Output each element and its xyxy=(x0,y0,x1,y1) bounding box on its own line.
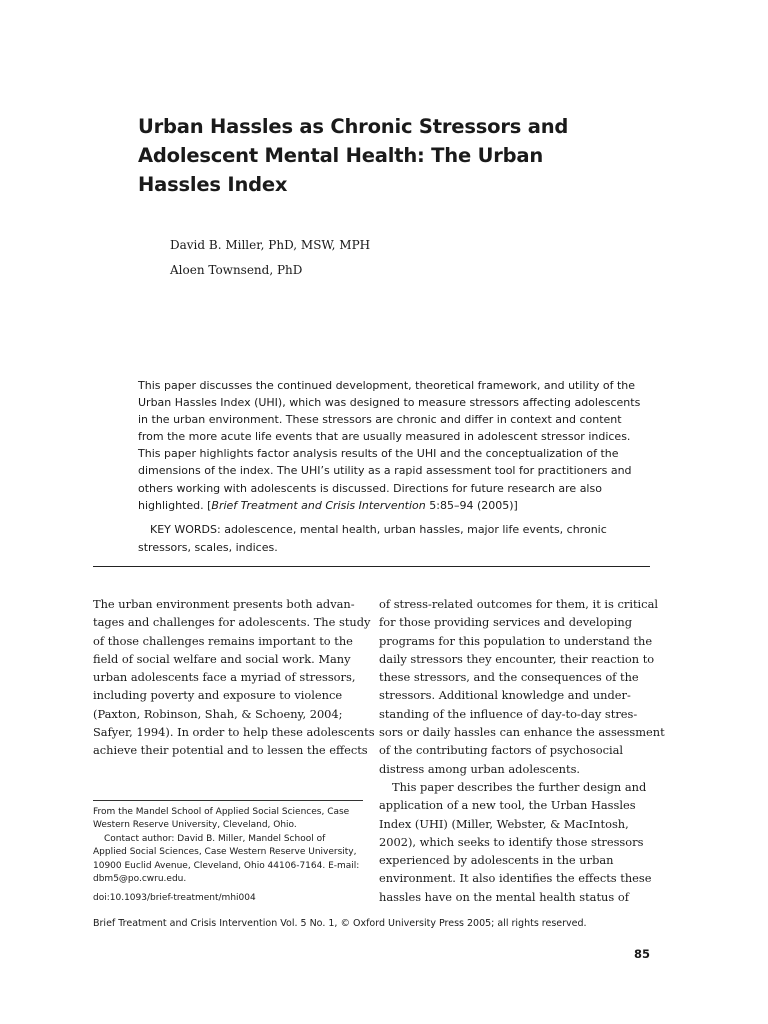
body-line: experienced by adolescents in the urban xyxy=(379,853,614,868)
body-line: daily stressors they encounter, their reaction to xyxy=(379,651,655,666)
body-line: Safyer, 1994). In order to help these adolescents xyxy=(93,725,375,740)
title-line: Hassles Index xyxy=(138,173,288,196)
body-line: including poverty and exposure to violence xyxy=(93,688,343,703)
body-line: 2002), which seeks to identify those stressors xyxy=(379,834,644,849)
footnote-line: Contact author: David B. Miller, Mandel School of xyxy=(104,833,326,844)
abstract-line: This paper highlights factor analysis results of the UHI and the conceptualization of the xyxy=(138,447,619,461)
body-line: This paper describes the further design and xyxy=(392,779,647,794)
body-line: these stressors, and the consequences of the xyxy=(379,670,639,685)
abstract-line: This paper discusses the continued development, theoretical framework, and utility of the xyxy=(138,379,636,392)
footnote-line: dbm5@po.cwru.edu. xyxy=(93,874,187,885)
keywords-line: KEY WORDS: adolescence, mental health, urban hassles, major life events, chronic xyxy=(150,523,607,536)
page-number: 85 xyxy=(633,947,650,961)
journal-copyright: Brief Treatment and Crisis Intervention Vol. 5 No. 1, © Oxford University Press 2005; all rights reserved. xyxy=(93,918,587,929)
author-name: David B. Miller, PhD, MSW, MPH xyxy=(170,238,371,252)
keywords xyxy=(138,521,634,556)
abstract-text: highlighted. [ xyxy=(138,498,212,512)
doi: doi:10.1093/brief-treatment/mhi004 xyxy=(93,893,256,904)
body-column-left xyxy=(93,595,375,760)
article-title xyxy=(138,112,608,199)
body-line: standing of the influence of day-to-day stres- xyxy=(379,706,638,721)
body-line: (Paxton, Robinson, Shah, & Schoeny, 2004; xyxy=(93,706,343,721)
title-line: Urban Hassles as Chronic Stressors and xyxy=(138,115,569,138)
body-line: field of social welfare and social work. Many xyxy=(93,651,351,666)
body-line: of those challenges remains important to the xyxy=(93,633,353,648)
abstract-citation-line xyxy=(138,497,634,514)
body-line: for those providing services and developing xyxy=(379,615,632,630)
abstract-line: dimensions of the index. The UHI’s utility as a rapid assessment tool for practitioners and xyxy=(138,464,632,478)
title-line: Adolescent Mental Health: The Urban xyxy=(138,144,544,167)
footnote-line: From the Mandel School of Applied Social Sciences, Case xyxy=(93,807,350,817)
footnote-line: 10900 Euclid Avenue, Cleveland, Ohio 44106-7164. E-mail: xyxy=(93,860,360,871)
body-line: Index (UHI) (Miller, Webster, & MacIntosh, xyxy=(379,816,629,831)
body-line: achieve their potential and to lessen the effects xyxy=(93,743,368,758)
abstract-line: others working with adolescents is discussed. Directions for future research are also xyxy=(138,481,602,495)
footnote-line: Western Reserve University, Cleveland, Ohio. xyxy=(93,820,297,831)
footnote-line: Applied Social Sciences, Case Western Reserve University, xyxy=(93,847,357,858)
abstract-line: in the urban environment. These stressors are chronic and differ in context and content xyxy=(138,413,622,427)
author-list xyxy=(170,233,370,283)
footnote xyxy=(93,806,368,906)
footnote-divider xyxy=(93,800,363,801)
abstract-line: Urban Hassles Index (UHI), which was designed to measure stressors affecting adolescents xyxy=(138,396,641,410)
body-line: of stress-related outcomes for them, it is critical xyxy=(379,597,658,611)
body-line: hassles have on the mental health status of xyxy=(379,889,629,904)
section-divider xyxy=(93,566,650,567)
keywords-line: stressors, scales, indices. xyxy=(138,540,278,554)
body-line: application of a new tool, the Urban Hassles xyxy=(379,798,636,813)
body-column-right xyxy=(379,595,665,906)
body-line: distress among urban adolescents. xyxy=(379,761,581,776)
body-line: sors or daily hassles can enhance the assessment xyxy=(379,725,665,740)
body-line: tages and challenges for adolescents. The study xyxy=(93,615,371,630)
body-line: environment. It also identifies the effects these xyxy=(379,871,652,886)
citation-volume: 5:85–94 (2005)] xyxy=(425,498,518,512)
body-line: programs for this population to understand the xyxy=(379,633,653,648)
abstract xyxy=(138,377,641,514)
body-line: of the contributing factors of psychosocial xyxy=(379,743,624,758)
body-line: The urban environment presents both advan- xyxy=(93,597,355,611)
abstract-line: from the more acute life events that are usually measured in adolescent stressor indices. xyxy=(138,430,631,444)
body-line: stressors. Additional knowledge and under- xyxy=(379,688,631,703)
body-line: urban adolescents face a myriad of stressors, xyxy=(93,670,356,685)
journal-name: Brief Treatment and Crisis Intervention xyxy=(211,498,426,512)
author-name: Aloen Townsend, PhD xyxy=(170,263,303,277)
